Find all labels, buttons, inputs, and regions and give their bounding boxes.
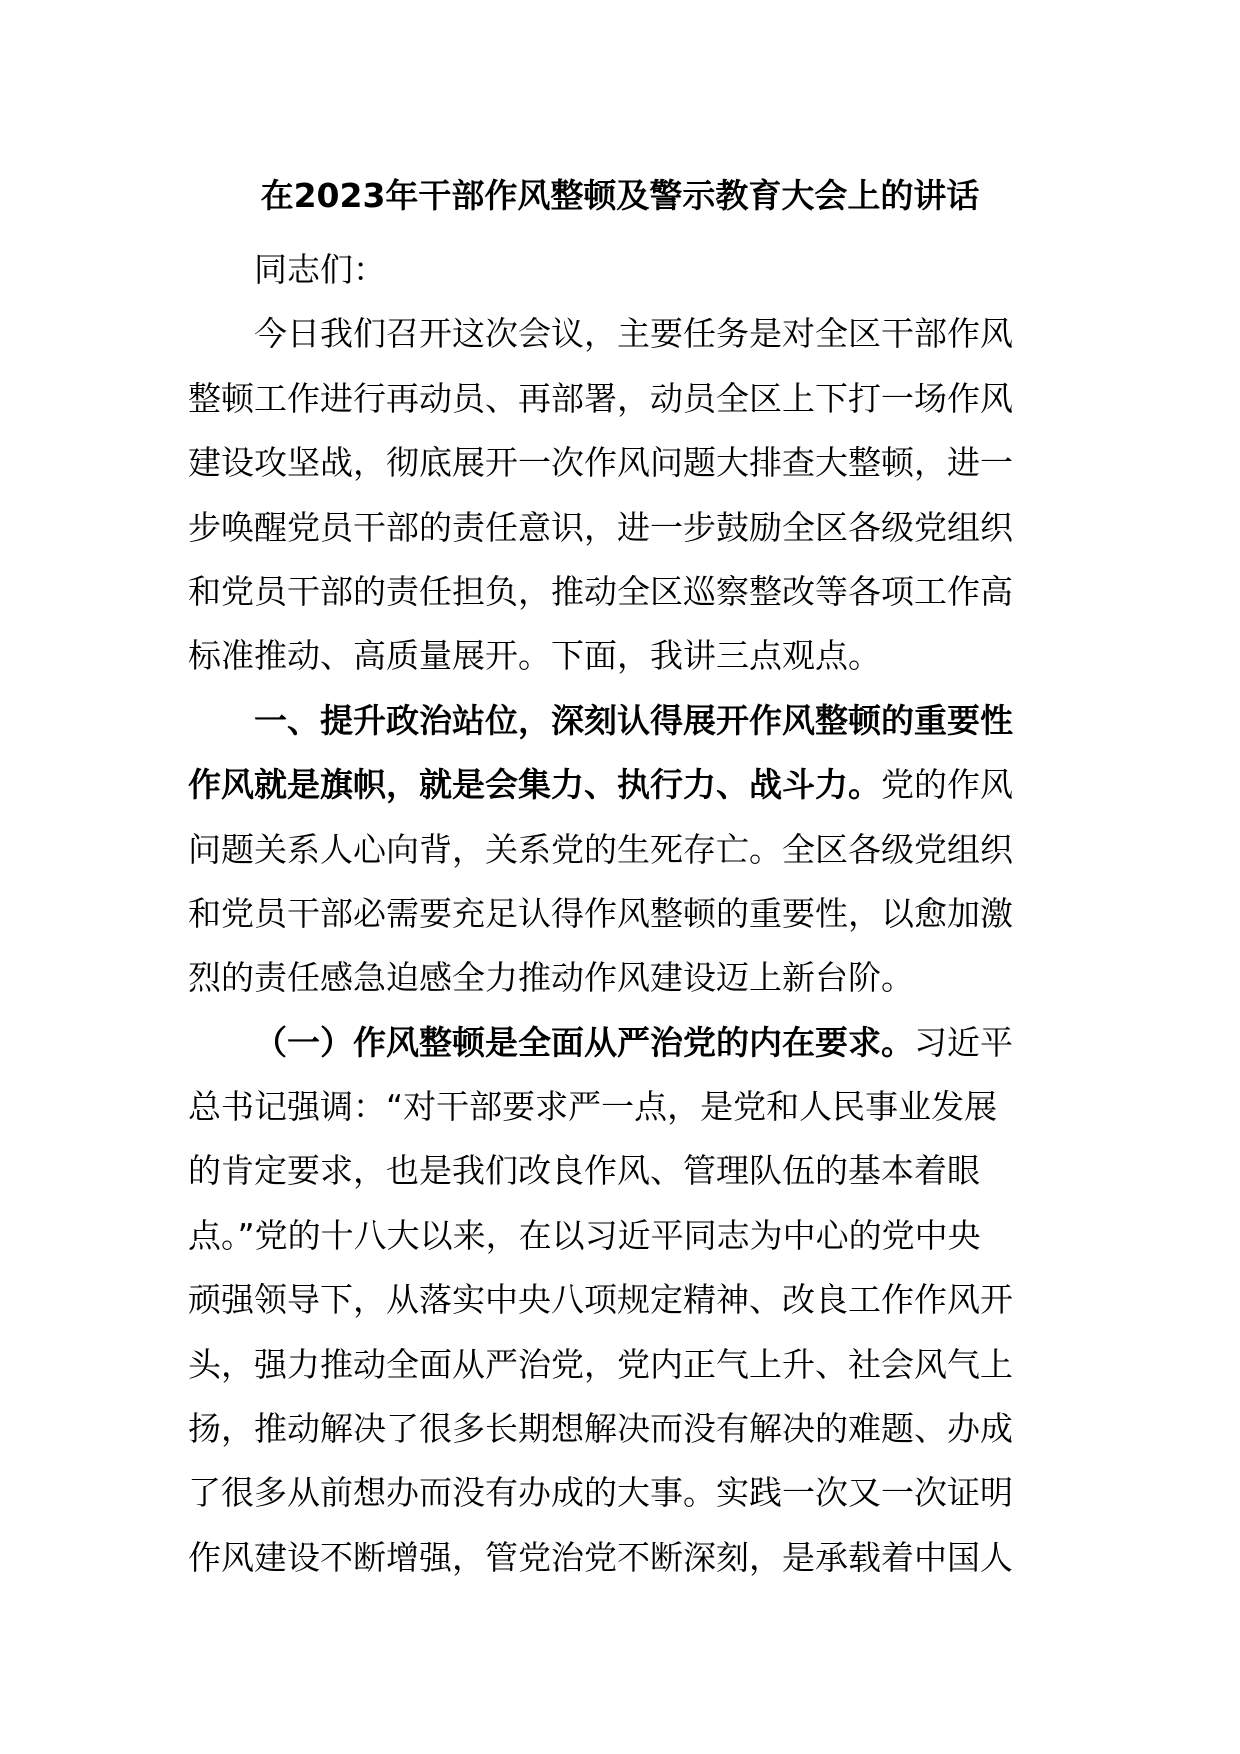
paragraph-line: 步唤醒党员干部的责任意识，进一步鼓励全区各级党组织 — [188, 507, 1013, 547]
paragraph-line: 了很多从前想办而没有办成的大事。实践一次又一次证明 — [188, 1473, 1013, 1513]
bold-lead: 作风就是旗帜，就是会集力、执行力、战斗力。 — [188, 765, 881, 805]
paragraph-line: 作风建设不断增强，管党治党不断深刻，是承载着中国人 — [188, 1537, 1013, 1577]
paragraph-line: 头，强力推动全面从严治党，党内正气上升、社会风气上 — [188, 1344, 1013, 1384]
paragraph-line: 烈的责任感急迫感全力推动作风建设迈上新台阶。 — [188, 958, 914, 998]
bold-lead: （一）作风整顿是全面从严治党的内在要求。 — [254, 1022, 914, 1062]
paragraph-line: 和党员干部必需要充足认得作风整顿的重要性，以愈加激 — [188, 893, 1013, 933]
paragraph-line — [188, 1011, 1052, 1075]
paragraph-line: 整顿工作进行再动员、再部署，动员全区上下打一场作风 — [188, 378, 1013, 418]
paragraph-line: 总书记强调：“对干部要求严一点，是党和人民事业发展 — [188, 1087, 998, 1127]
document-title: 在2023年干部作风整顿及警示教育大会上的讲话 — [260, 176, 980, 215]
paragraph-line — [188, 753, 1052, 817]
section-heading: 一、提升政治站位，深刻认得展开作风整顿的重要性 — [254, 700, 1013, 740]
paragraph-line: 的肯定要求，也是我们改良作风、管理队伍的基本着眼 — [188, 1151, 980, 1191]
paragraph-line: 和党员干部的责任担负，推动全区巡察整改等各项工作高 — [188, 571, 1013, 611]
paragraph-line: 今日我们召开这次会议，主要任务是对全区干部作风 — [254, 314, 1013, 354]
lead-rest: 习近平 — [914, 1022, 1013, 1062]
lead-rest: 党的作风 — [881, 765, 1013, 805]
greeting: 同志们： — [254, 250, 386, 289]
paragraph-line: 建设攻坚战，彻底展开一次作风问题大排查大整顿，进一 — [188, 443, 1013, 483]
paragraph-line: 扬，推动解决了很多长期想解决而没有解决的难题、办成 — [188, 1409, 1013, 1449]
paragraph-line: 顽强领导下，从落实中央八项规定精神、改良工作作风开 — [188, 1280, 1013, 1320]
document-body — [188, 238, 1052, 1590]
paragraph-line: 点。”党的十八大以来，在以习近平同志为中心的党中央 — [188, 1215, 981, 1255]
paragraph-line: 标准推动、高质量展开。下面，我讲三点观点。 — [188, 636, 881, 676]
paragraph-line: 问题关系人心向背，关系党的生死存亡。全区各级党组织 — [188, 829, 1013, 869]
